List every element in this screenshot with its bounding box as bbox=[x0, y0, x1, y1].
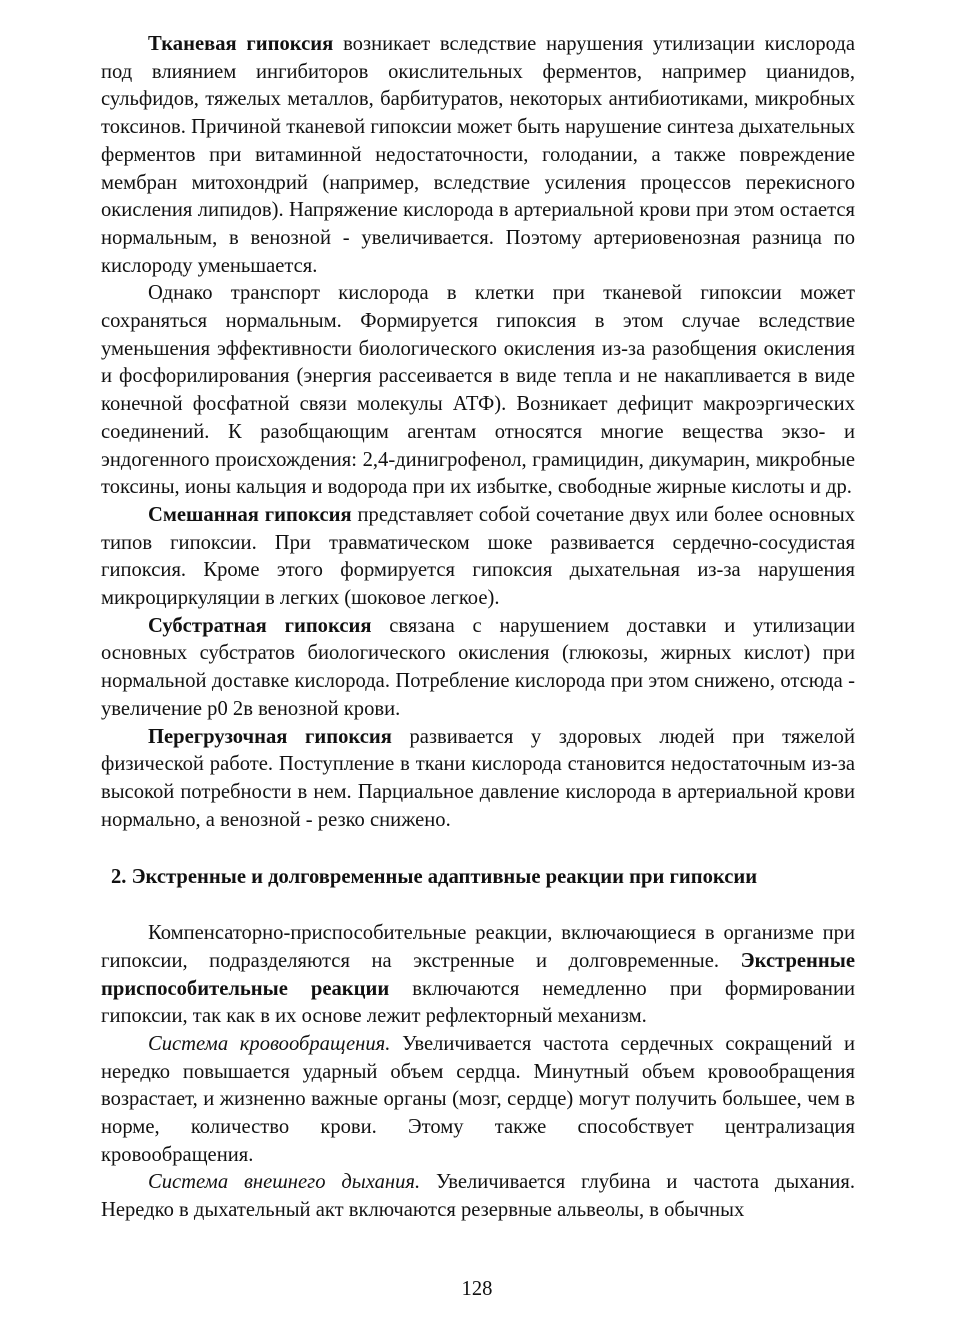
page-body bbox=[101, 31, 855, 1225]
paragraph-text: развивается у здоровых людей при тяжелой физической работе. Поступление в ткани кислорода становится недостаточным из-за высокой потребности в нем. Парциальное давление кислорода в артериальной крови нормально, а венозной - резко снижено. bbox=[101, 725, 855, 831]
paragraph-circulation bbox=[101, 1031, 855, 1170]
paragraph-compensatory bbox=[101, 920, 855, 1031]
paragraph-text: включаются немедленно при формировании гипоксии, так как в их основе лежит рефлекторный механизм. bbox=[101, 977, 855, 1028]
paragraph-text: Увеличивается частота сердечных сокращений и нередко повышается ударный объем сердца. Минутный объем кровообращения возрастает, и жизненно важные органы (мозг, сердце) могут получить большее, чем в норме, количество крови. Этому также способствует централизация кровообращения. bbox=[101, 1032, 855, 1166]
section-heading: 2. Экстренные и долговременные адаптивные реакции при гипоксии bbox=[111, 866, 758, 889]
term-mixed-hypoxia: Смешанная гипоксия bbox=[148, 503, 352, 526]
paragraph-text: представляет собой сочетание двух или более основных типов гипоксии. При травматическом шоке развивается сердечно-сосудистая гипоксия. Кроме этого формируется гипоксия дыхательная из-за нарушения микроциркуляции в легких (шоковое легкое). bbox=[101, 503, 856, 610]
paragraph-mixed-hypoxia bbox=[101, 502, 855, 613]
paragraph-text: Увеличивается глубина и частота дыхания. Нередко в дыхательный акт включаются резервные альвеолы, в обычных bbox=[101, 1171, 855, 1222]
page-number: 128 bbox=[461, 1278, 493, 1300]
paragraph-overload-hypoxia bbox=[101, 724, 855, 835]
term-urgent-reactions: Экстренные приспособительные реакции bbox=[101, 949, 855, 1000]
paragraph-substrate-hypoxia bbox=[101, 613, 855, 724]
paragraph-tissue-hypoxia bbox=[101, 31, 855, 280]
paragraph-text: связана с нарушением доставки и утилизации основных субстратов биологического окисления (глюкозы, жирных кислот) при нормальной доставке кислорода. Потребление кислорода при этом снижено, отсюда - увеличение р0 2в венозной крови. bbox=[101, 614, 855, 720]
paragraph-transport bbox=[101, 280, 855, 502]
term-substrate-hypoxia: Субстратная гипоксия bbox=[148, 614, 372, 637]
paragraph-text: Компенсаторно-приспособительные реакции, включающиеся в организме при гипоксии, подразделяются на экстренные и долговременные. bbox=[101, 922, 855, 972]
term-overload-hypoxia: Перегрузочная гипоксия bbox=[148, 725, 392, 748]
term-respiration-system: Система внешнего дыхания. bbox=[148, 1171, 421, 1194]
paragraph-respiration bbox=[101, 1169, 855, 1224]
term-tissue-hypoxia: Тканевая гипоксия bbox=[148, 33, 334, 55]
term-circulation-system: Система кровообращения. bbox=[148, 1032, 391, 1055]
paragraph-text: возникает вследствие нарушения утилизации кислорода под влиянием ингибиторов окислительных ферментов, например цианидов, сульфидов, тяжелых металлов, барбитуратов, некоторых антибиотиками, микробных токсинов. Причиной тканевой гипоксии может быть нарушение синтеза дыхательных ферментов при витаминной недостаточности, голодании, а также повреждение мембран митохондрий (например, вследствие усиления процессов перекисного окисления липидов). Напряжение кислорода в артериальной крови при этом остается нормальным, в венозной - увеличивается. Поэтому артериовенозная разница по кислороду уменьшается. bbox=[101, 33, 855, 277]
paragraph-text: Однако транспорт кислорода в клетки при тканевой гипоксии может сохраняться нормальным. Формируется гипоксия в этом случае вследствие уменьшения эффективности биологического окисления из-за разобщения окисления и фосфорилирования (энергия рассеивается в виде тепла и не накапливается в виде конечной фосфатной связи молекулы АТФ). Возникает дефицит макроэргических соединений. К разобщающим агентам относятся многие вещества экзо- и эндогенного происхождения: 2,4-динигрофенол, грамицидин, дикумарин, микробные токсины, ионы кальция и водорода при их избытке, свободные жирные кислоты и др. bbox=[101, 282, 855, 499]
